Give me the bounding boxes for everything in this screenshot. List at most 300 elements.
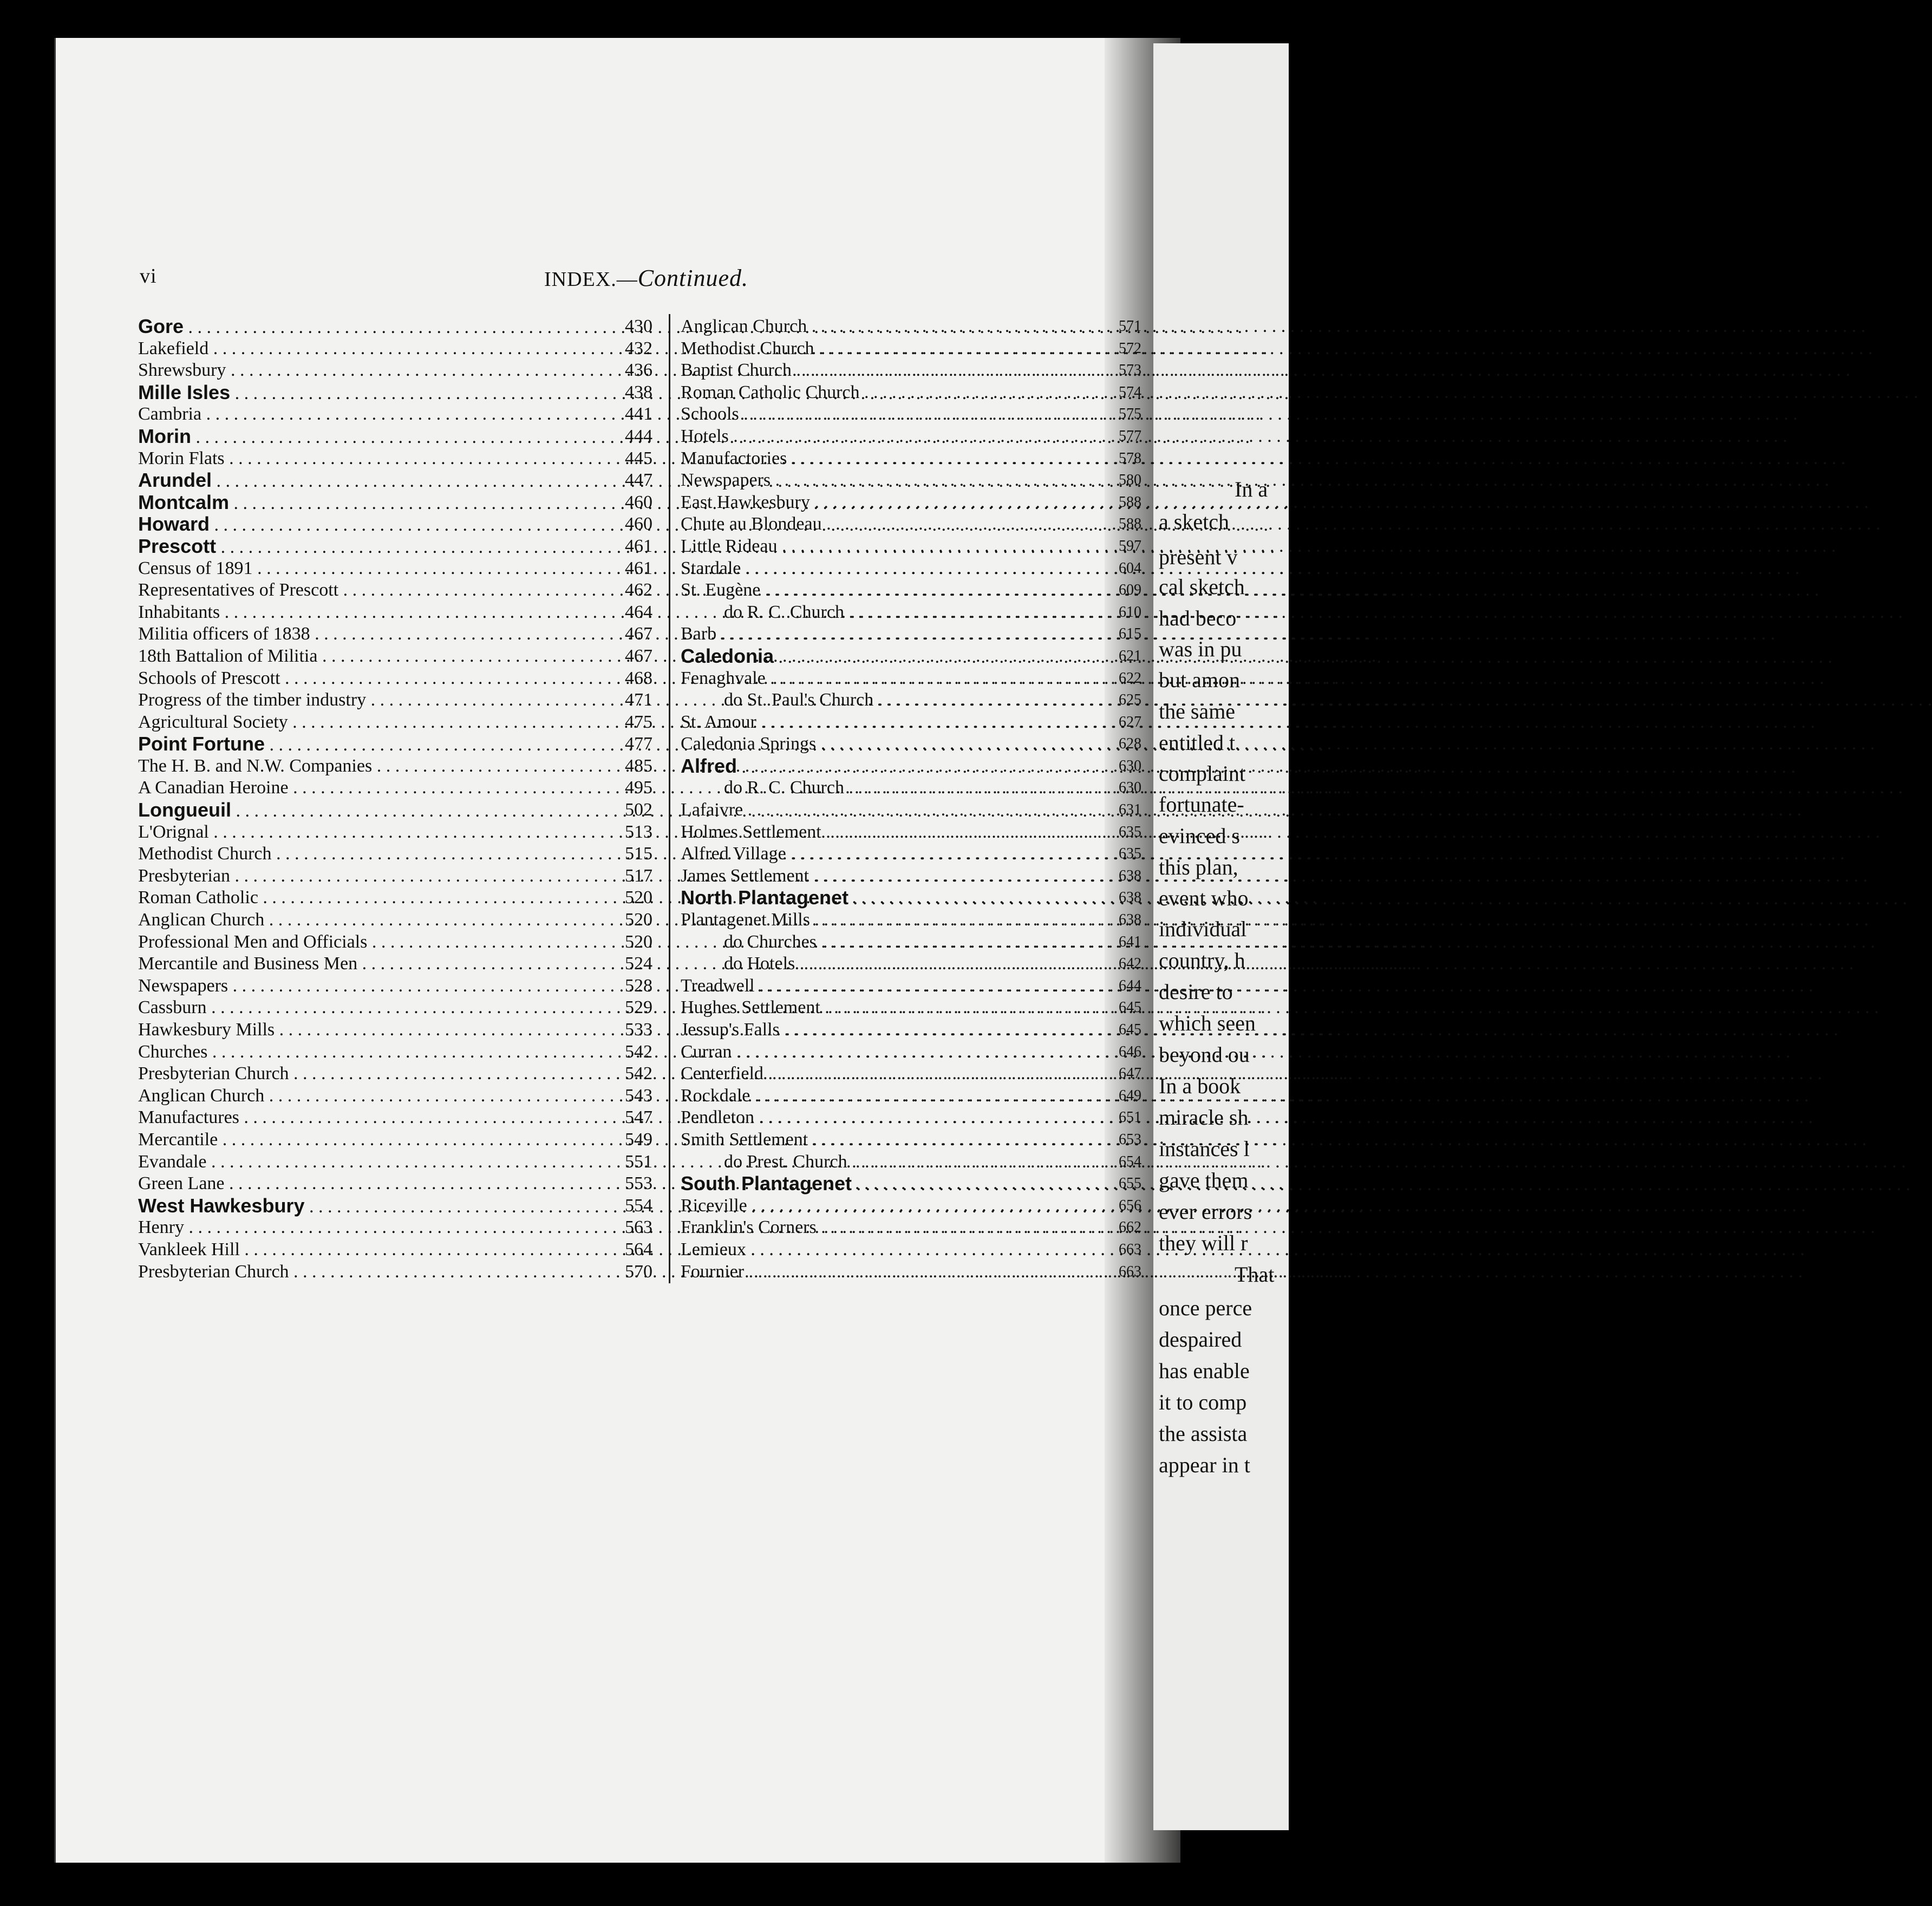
- index-entry-label: Fenaghvale: [681, 668, 766, 688]
- index-entry-page: 651: [1119, 1109, 1141, 1126]
- index-entry-page: 447: [625, 470, 652, 491]
- index-entry-leader: [138, 821, 601, 844]
- index-entry-label: Riceville: [681, 1195, 747, 1216]
- index-entry: [138, 975, 652, 997]
- index-entry-leader: [138, 360, 601, 382]
- index-entry: [681, 799, 1141, 821]
- index-entry-leader: [681, 799, 1117, 821]
- index-entry-label: Little Rideau: [681, 536, 778, 556]
- index-entry: [138, 865, 652, 887]
- index-entry-page: 627: [1119, 713, 1141, 730]
- index-entry-label: Fournier: [681, 1261, 745, 1282]
- index-entry-page: 638: [1119, 889, 1141, 906]
- index-entry: [138, 602, 652, 624]
- index-entry-leader: [681, 931, 1117, 954]
- index-entry-leader: [681, 316, 1117, 338]
- adjacent-page-line: event who: [1159, 886, 1249, 910]
- index-entry-leader: [138, 843, 601, 865]
- index-entry: [681, 492, 1141, 514]
- index-entry: [681, 754, 1141, 778]
- adjacent-page-line: individual: [1159, 917, 1247, 941]
- index-entry: [681, 712, 1141, 734]
- index-entry-leader: [138, 689, 601, 712]
- index-entry: [138, 733, 652, 755]
- index-entry-page: 543: [625, 1085, 652, 1106]
- index-entry-leader: [138, 469, 601, 493]
- index-entry-label: Progress of the timber industry: [138, 690, 367, 710]
- index-entry-label: Chute au Blondeau: [681, 514, 822, 534]
- index-entry: [681, 623, 1141, 645]
- index-entry-label: St. Eugène: [681, 580, 761, 600]
- index-entry-page: 460: [625, 514, 652, 534]
- index-entry-label: North Plantagenet: [681, 886, 849, 909]
- index-entry-label: Pendleton: [681, 1107, 754, 1128]
- index-entry-page: 656: [1119, 1197, 1141, 1214]
- index-entry-leader: [681, 733, 1117, 755]
- index-entry: [681, 1129, 1141, 1151]
- index-entry: [138, 1239, 652, 1261]
- index-entry: [138, 777, 652, 799]
- index-entry-leader: [681, 1217, 1117, 1239]
- index-entry-leader: [681, 558, 1117, 580]
- index-entry-page: 551: [625, 1151, 652, 1172]
- index-entry: [681, 1085, 1141, 1107]
- index-entry-page: 520: [625, 910, 652, 930]
- index-entry-page: 628: [1119, 735, 1141, 753]
- adjacent-page-line: evinced s: [1159, 824, 1240, 848]
- adjacent-page-line: That: [1235, 1262, 1275, 1287]
- index-entry-page: 475: [625, 712, 652, 732]
- index-entry-leader: [681, 1239, 1117, 1261]
- index-entry: [681, 997, 1141, 1019]
- index-entry-page: 553: [625, 1173, 652, 1194]
- index-entry-leader: [681, 712, 1117, 734]
- index-entry-label: A Canadian Heroine: [138, 778, 289, 798]
- index-entry-label: Plantagenet Mills: [681, 910, 810, 930]
- index-entry-label: Green Lane: [138, 1173, 225, 1194]
- adjacent-page-line: once perce: [1159, 1296, 1252, 1320]
- index-entry: [681, 886, 1141, 909]
- index-entry-label: Churches: [138, 1041, 208, 1062]
- index-entry-label: Methodist Church: [138, 844, 272, 864]
- index-entry-leader: [138, 755, 601, 778]
- index-entry: [138, 953, 652, 975]
- index-entry-page: 610: [1119, 603, 1141, 621]
- index-entry: [681, 360, 1141, 382]
- index-entry-page: 547: [625, 1107, 652, 1128]
- index-entry-leader: [138, 579, 601, 602]
- index-entry-label: do R. C. Church: [724, 778, 844, 798]
- index-entry-label: Gore: [138, 315, 184, 337]
- index-entry: [681, 316, 1141, 338]
- index-entry-leader: [681, 382, 1117, 404]
- index-entry-label: Caledonia: [681, 644, 774, 667]
- index-entry-page: 653: [1119, 1131, 1141, 1148]
- index-entry-label: Evandale: [138, 1151, 207, 1172]
- index-entry-leader: [138, 1151, 601, 1173]
- index-entry-page: 604: [1119, 559, 1141, 577]
- index-entry-label: Lemieux: [681, 1239, 746, 1259]
- index-entry-page: 655: [1119, 1175, 1141, 1192]
- index-entry: [681, 668, 1141, 690]
- index-entry-page: 529: [625, 997, 652, 1018]
- index-column-left: [138, 316, 652, 1283]
- index-entry-page: 513: [625, 821, 652, 842]
- index-entry-leader: [138, 602, 601, 624]
- index-entry-leader: [138, 1217, 601, 1239]
- index-entry: [681, 953, 1141, 975]
- index-entry-leader: [138, 338, 601, 360]
- index-entry-label: Schools of Prescott: [138, 668, 280, 688]
- index-entry-leader: [681, 1107, 1117, 1129]
- index-entry: [138, 668, 652, 690]
- index-entry-label: Montcalm: [138, 491, 230, 513]
- index-entry: [138, 821, 652, 844]
- adjacent-page-line: entitled t: [1159, 730, 1236, 755]
- index-entry: [681, 1019, 1141, 1041]
- index-entry-label: Caledonia Springs: [681, 734, 817, 754]
- index-entry-page: 644: [1119, 977, 1141, 994]
- adjacent-page-line: it to comp: [1159, 1390, 1247, 1414]
- index-entry-label: The H. B. and N.W. Companies: [138, 755, 373, 776]
- index-entry-leader: [681, 645, 1117, 669]
- index-entry-leader: [681, 821, 1117, 844]
- index-entry-page: 631: [1119, 801, 1141, 819]
- index-entry-leader: [138, 316, 601, 339]
- index-entry-page: 635: [1119, 845, 1141, 863]
- index-entry-leader: [138, 1129, 601, 1151]
- index-entry-leader: [681, 1019, 1117, 1041]
- index-entry: [681, 602, 1141, 624]
- index-entry-page: 649: [1119, 1087, 1141, 1104]
- index-entry-leader: [138, 865, 601, 887]
- index-entry-label: Hughes Settlement: [681, 997, 820, 1018]
- index-entry-page: 571: [1119, 318, 1141, 335]
- index-entry: [681, 558, 1141, 580]
- index-entry-page: 573: [1119, 362, 1141, 379]
- index-entry: [681, 403, 1141, 426]
- index-entry: [138, 338, 652, 360]
- index-entry: [681, 931, 1141, 954]
- index-entry-leader: [138, 426, 601, 449]
- index-entry-leader: [681, 755, 1117, 779]
- index-entry-label: Presbyterian Church: [138, 1261, 289, 1282]
- index-entry-page: 477: [625, 734, 652, 754]
- index-entry-label: Franklin's Corners: [681, 1217, 817, 1238]
- index-entry-label: Agricultural Society: [138, 712, 288, 732]
- index-entry-label: Barb: [681, 624, 717, 644]
- index-entry-leader: [681, 360, 1117, 382]
- index-entry: [138, 887, 652, 909]
- index-entry-leader: [138, 623, 601, 645]
- index-entry-page: 438: [625, 382, 652, 402]
- index-entry-leader: [138, 492, 601, 515]
- index-entry-label: Treadwell: [681, 975, 755, 996]
- index-entry: [138, 426, 652, 448]
- index-entry-label: Representatives of Prescott: [138, 580, 339, 600]
- index-entry-leader: [138, 558, 601, 580]
- index-entry-page: 588: [1119, 493, 1141, 511]
- index-entry: [138, 1063, 652, 1085]
- index-entry-page: 467: [625, 624, 652, 644]
- index-entry-leader: [681, 909, 1117, 931]
- index-entry-label: Lakefield: [138, 338, 209, 358]
- index-entry-label: Roman Catholic Church: [681, 382, 860, 402]
- index-entry-page: 642: [1119, 955, 1141, 972]
- adjacent-page-line: had beco: [1159, 606, 1237, 630]
- index-entry-page: 645: [1119, 1021, 1141, 1038]
- index-entry: [681, 448, 1141, 470]
- index-entry-page: 471: [625, 690, 652, 710]
- index-entry-page: 597: [1119, 537, 1141, 554]
- adjacent-page-line: a sketch: [1159, 510, 1229, 534]
- index-entry-page: 630: [1119, 779, 1141, 797]
- index-entry-page: 654: [1119, 1153, 1141, 1170]
- page-number: vi: [140, 265, 157, 288]
- index-entry-page: 646: [1119, 1043, 1141, 1060]
- index-entry-leader: [681, 1085, 1117, 1107]
- index-entry-leader: [138, 645, 601, 668]
- index-entry: [138, 448, 652, 470]
- index-entry-label: Hotels: [681, 426, 729, 446]
- index-entry-page: 542: [625, 1041, 652, 1062]
- index-entry: [138, 843, 652, 865]
- index-entry-leader: [681, 1063, 1117, 1085]
- index-entry-leader: [138, 733, 601, 756]
- index-entry-label: Anglican Church: [138, 910, 265, 930]
- index-entry-label: do Churches: [724, 931, 817, 952]
- index-entry-label: Professional Men and Officials: [138, 931, 368, 952]
- index-entry-leader: [138, 1239, 601, 1261]
- index-entry: [138, 536, 652, 558]
- index-entry: [681, 1151, 1141, 1173]
- index-entry-page: 460: [625, 492, 652, 512]
- index-entry: [681, 579, 1141, 602]
- index-entry-leader: [681, 513, 1117, 536]
- index-entry-label: Anglican Church: [138, 1085, 265, 1106]
- index-entry-label: Schools: [681, 404, 739, 425]
- index-entry-label: Mercantile and Business Men: [138, 954, 358, 974]
- index-entry-label: Cambria: [138, 404, 202, 425]
- index-entry-page: 575: [1119, 406, 1141, 423]
- index-entry-label: do Hotels: [724, 954, 795, 974]
- index-entry-leader: [681, 865, 1117, 887]
- index-entry-label: Census of 1891: [138, 558, 253, 578]
- index-entry: [138, 645, 652, 668]
- index-entry-label: Newspapers: [681, 470, 771, 491]
- index-entry-page: 574: [1119, 383, 1141, 401]
- index-entry: [138, 360, 652, 382]
- index-entry-label: Manufactories: [681, 448, 787, 468]
- index-entry-leader: [681, 953, 1117, 975]
- index-entry-label: Presbyterian Church: [138, 1063, 289, 1084]
- index-entry-leader: [138, 382, 601, 405]
- index-entry: [138, 909, 652, 931]
- index-entry: [138, 492, 652, 514]
- index-entry-page: 468: [625, 668, 652, 688]
- adjacent-page-line: country, h: [1159, 948, 1245, 972]
- adjacent-page-line: they will r: [1159, 1231, 1248, 1255]
- index-entry-leader: [681, 997, 1117, 1019]
- adjacent-page-line: but amon: [1159, 668, 1240, 692]
- index-entry-leader: [138, 909, 601, 931]
- index-entry-leader: [138, 997, 601, 1019]
- adjacent-page-line: was in pu: [1159, 637, 1242, 661]
- index-entry-label: Henry: [138, 1217, 184, 1238]
- index-entry-page: 625: [1119, 691, 1141, 709]
- index-entry-label: West Hawkesbury: [138, 1194, 305, 1217]
- adjacent-page-line: present v: [1159, 545, 1238, 569]
- index-entry-label: Morin: [138, 425, 191, 447]
- index-entry-leader: [681, 689, 1117, 712]
- index-entry-leader: [681, 1151, 1117, 1173]
- index-entry-leader: [681, 579, 1117, 602]
- index-entry: [681, 975, 1141, 997]
- index-entry-page: 461: [625, 536, 652, 556]
- index-entry-label: Methodist Church: [681, 338, 814, 358]
- index-entry-label: do R. C. Church: [724, 602, 844, 622]
- index-entry-label: Rockdale: [681, 1085, 750, 1106]
- adjacent-page-line: has enable: [1159, 1359, 1250, 1383]
- index-entry: [681, 469, 1141, 492]
- index-entry-leader: [138, 668, 601, 690]
- index-entry-page: 549: [625, 1129, 652, 1150]
- index-entry-label: do St. Paul's Church: [724, 690, 874, 710]
- index-entry-page: 445: [625, 448, 652, 468]
- index-entry-leader: [681, 426, 1117, 448]
- index-entry-leader: [681, 843, 1117, 865]
- index-entry-label: Presbyterian: [138, 865, 230, 886]
- index-entry-page: 462: [625, 580, 652, 600]
- index-entry-label: Anglican Church: [681, 316, 807, 336]
- index-entry-page: 663: [1119, 1263, 1141, 1280]
- index-entry-leader: [138, 1173, 601, 1195]
- index-entry: [138, 558, 652, 580]
- index-entry-label: Lafaivre: [681, 800, 743, 820]
- index-entry-page: 577: [1119, 427, 1141, 445]
- index-entry-leader: [138, 1041, 601, 1063]
- index-entry-label: Stardale: [681, 558, 741, 578]
- index-entry-label: Smith Settlement: [681, 1129, 808, 1150]
- index-entry-leader: [138, 1107, 601, 1129]
- index-entry-page: 564: [625, 1239, 652, 1259]
- index-entry: [138, 755, 652, 778]
- index-entry-leader: [681, 536, 1117, 558]
- index-entry-page: 615: [1119, 625, 1141, 643]
- index-entry-page: 638: [1119, 867, 1141, 884]
- index-entry-leader: [681, 668, 1117, 690]
- index-entry: [681, 536, 1141, 558]
- index-entry: [138, 1173, 652, 1195]
- index-entry: [681, 382, 1141, 404]
- index-entry-leader: [681, 1173, 1117, 1196]
- adjacent-page-line: which seen: [1159, 1011, 1256, 1035]
- index-entry-page: 622: [1119, 669, 1141, 687]
- index-entry-page: 444: [625, 426, 652, 446]
- index-entry: [681, 733, 1141, 755]
- index-entry-leader: [681, 448, 1117, 470]
- running-header: [544, 264, 748, 292]
- index-entry: [138, 316, 652, 338]
- index-entry: [138, 382, 652, 404]
- index-entry-label: St. Amour: [681, 712, 756, 732]
- index-entry-page: 432: [625, 338, 652, 358]
- adjacent-page-line: complaint: [1159, 761, 1245, 786]
- index-entry-leader: [138, 887, 601, 909]
- index-entry-page: 630: [1119, 757, 1141, 774]
- index-entry: [138, 513, 652, 536]
- index-entry-page: 662: [1119, 1219, 1141, 1236]
- index-entry-page: 554: [625, 1195, 652, 1216]
- adjacent-page-line: ever errors: [1159, 1199, 1252, 1224]
- index-entry: [681, 1217, 1141, 1239]
- index-entry-leader: [138, 513, 601, 537]
- index-entry-leader: [138, 931, 601, 954]
- index-entry-page: 485: [625, 755, 652, 776]
- index-entry-page: 580: [1119, 472, 1141, 489]
- index-entry-label: Baptist Church: [681, 360, 792, 381]
- index-entry-leader: [138, 953, 601, 975]
- adjacent-page-line: In a book: [1159, 1074, 1241, 1098]
- index-entry: [681, 689, 1141, 712]
- index-entry-label: Prescott: [138, 534, 217, 557]
- index-entry-label: Point Fortune: [138, 733, 265, 755]
- index-entry-page: 635: [1119, 823, 1141, 840]
- adjacent-page-line: miracle sh: [1159, 1105, 1249, 1130]
- index-entry-leader: [138, 799, 601, 823]
- index-entry-label: Newspapers: [138, 975, 229, 996]
- index-entry-page: 515: [625, 844, 652, 864]
- index-entry-page: 464: [625, 602, 652, 622]
- running-header-title: INDEX.—: [544, 268, 638, 291]
- index-entry-page: 563: [625, 1217, 652, 1238]
- index-entry-page: 663: [1119, 1241, 1141, 1258]
- adjacent-page-line: appear in t: [1159, 1453, 1250, 1477]
- index-entry-label: Alfred Village: [681, 844, 786, 864]
- index-entry: [138, 1041, 652, 1063]
- adjacent-page-line: the same: [1159, 699, 1236, 723]
- index-entry-label: 18th Battalion of Militia: [138, 645, 318, 666]
- index-entry: [138, 1129, 652, 1151]
- index-entry-page: 621: [1119, 647, 1141, 664]
- index-entry: [681, 843, 1141, 865]
- index-entry: [681, 865, 1141, 887]
- index-entry-page: 570: [625, 1261, 652, 1282]
- adjacent-page-line: desire to: [1159, 980, 1233, 1004]
- index-entry-leader: [138, 1261, 601, 1283]
- index-entry-leader: [681, 623, 1117, 645]
- adjacent-page-line: beyond ou: [1159, 1042, 1250, 1067]
- index-entry: [138, 1217, 652, 1239]
- adjacent-page-line: despaired: [1159, 1327, 1242, 1352]
- index-entry: [681, 1041, 1141, 1063]
- index-entry-leader: [681, 338, 1117, 360]
- index-entry: [681, 1195, 1141, 1217]
- index-entry-leader: [681, 1195, 1117, 1217]
- adjacent-page-line: instances l: [1159, 1137, 1250, 1161]
- index-entry-leader: [681, 1261, 1117, 1283]
- adjacent-page-line: this plan,: [1159, 855, 1238, 879]
- index-entry-leader: [138, 1085, 601, 1107]
- index-entry-page: 638: [1119, 911, 1141, 929]
- index-entry-leader: [681, 403, 1117, 426]
- index-entry: [138, 1107, 652, 1129]
- index-entry-label: Roman Catholic: [138, 887, 258, 908]
- index-entry-page: 502: [625, 800, 652, 820]
- index-entry-label: Vankleek Hill: [138, 1239, 240, 1259]
- index-entry-page: 524: [625, 954, 652, 974]
- index-entry-page: 588: [1119, 515, 1141, 533]
